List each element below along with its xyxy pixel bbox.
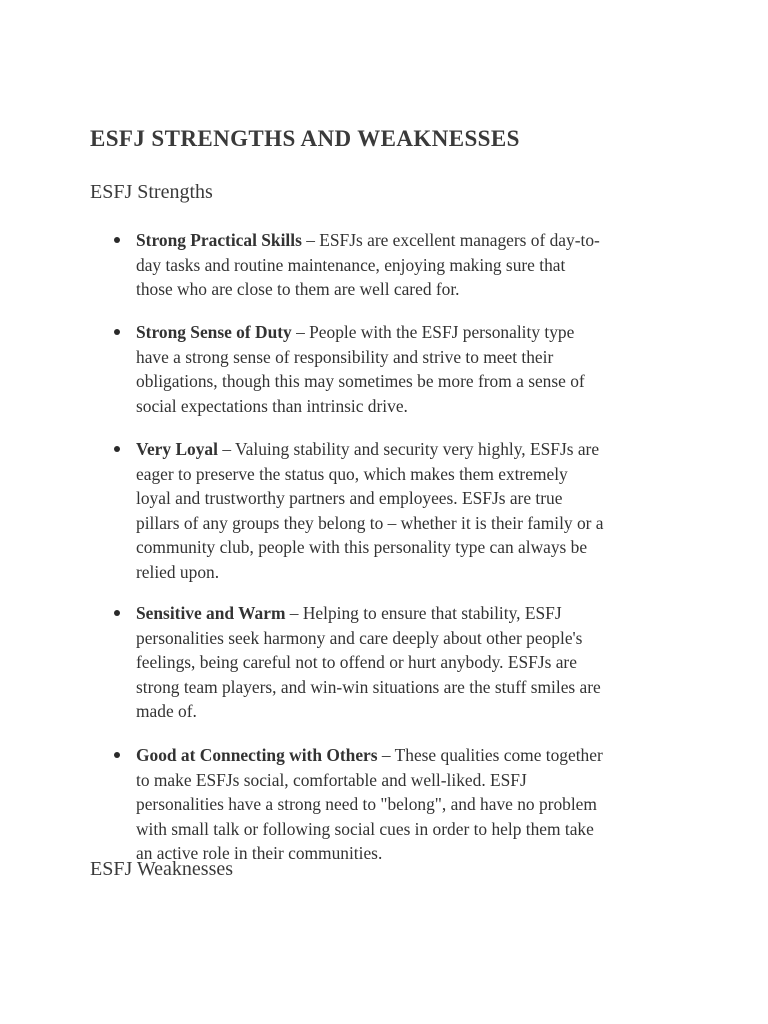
bullet-icon [114, 752, 120, 758]
strength-term: Very Loyal [136, 439, 218, 459]
text-line: made of. [136, 701, 197, 721]
text-line: to make ESFJs social, comfortable and well-liked. ESFJ [136, 769, 527, 790]
text-line: those who are close to them are well cared for. [136, 279, 460, 299]
text-line: loyal and trustworthy partners and employees. ESFJs are true [136, 488, 563, 508]
text-line: personalities have a strong need to "belong", and have no problem [136, 794, 597, 814]
text-line: pillars of any groups they belong to – whether it is their family or a [136, 512, 604, 533]
bullet-icon [114, 237, 120, 243]
bullet-icon [114, 446, 120, 452]
text-line: eager to preserve the status quo, which makes them extremely [136, 463, 568, 484]
strength-term: Strong Sense of Duty [136, 322, 292, 342]
bullet-icon [114, 329, 120, 335]
text-line: Sensitive and Warm – Helping to ensure that stability, ESFJ [136, 603, 562, 623]
text-line: have a strong sense of responsibility and strive to meet their [136, 346, 554, 367]
strength-term: Strong Practical Skills [136, 230, 302, 250]
text-line: personalities seek harmony and care deeply about other people's [136, 627, 583, 648]
text-line: Very Loyal – Valuing stability and security very highly, ESFJs are [136, 439, 600, 459]
text-line: day tasks and routine maintenance, enjoying making sure that [136, 254, 566, 275]
text-line: community club, people with this personality type can always be [136, 537, 588, 557]
strength-term: Sensitive and Warm [136, 603, 286, 623]
strengths-heading: ESFJ Strengths [90, 181, 213, 203]
text-line: obligations, though this may sometimes be more from a sense of [136, 371, 585, 391]
text-line: social expectations than intrinsic drive. [136, 395, 408, 416]
text-line: strong team players, and win-win situations are the stuff smiles are [136, 676, 601, 697]
text-line: Strong Practical Skills – ESFJs are excellent managers of day-to- [136, 230, 600, 250]
text-line: Strong Sense of Duty – People with the ESFJ personality type [136, 322, 575, 342]
text-line: with small talk or following social cues in order to help them take [136, 818, 594, 839]
page-title: ESFJ STRENGTHS AND WEAKNESSES [90, 126, 520, 151]
weaknesses-heading: ESFJ Weaknesses [90, 858, 234, 880]
text-line: feelings, being careful not to offend or hurt anybody. ESFJs are [136, 652, 577, 672]
text-line: relied upon. [136, 561, 220, 582]
strength-term: Good at Connecting with Others [136, 745, 378, 765]
text-line: an active role in their communities. [136, 843, 383, 863]
text-line: Good at Connecting with Others – These qualities come together [136, 745, 603, 765]
bullet-icon [114, 610, 120, 616]
